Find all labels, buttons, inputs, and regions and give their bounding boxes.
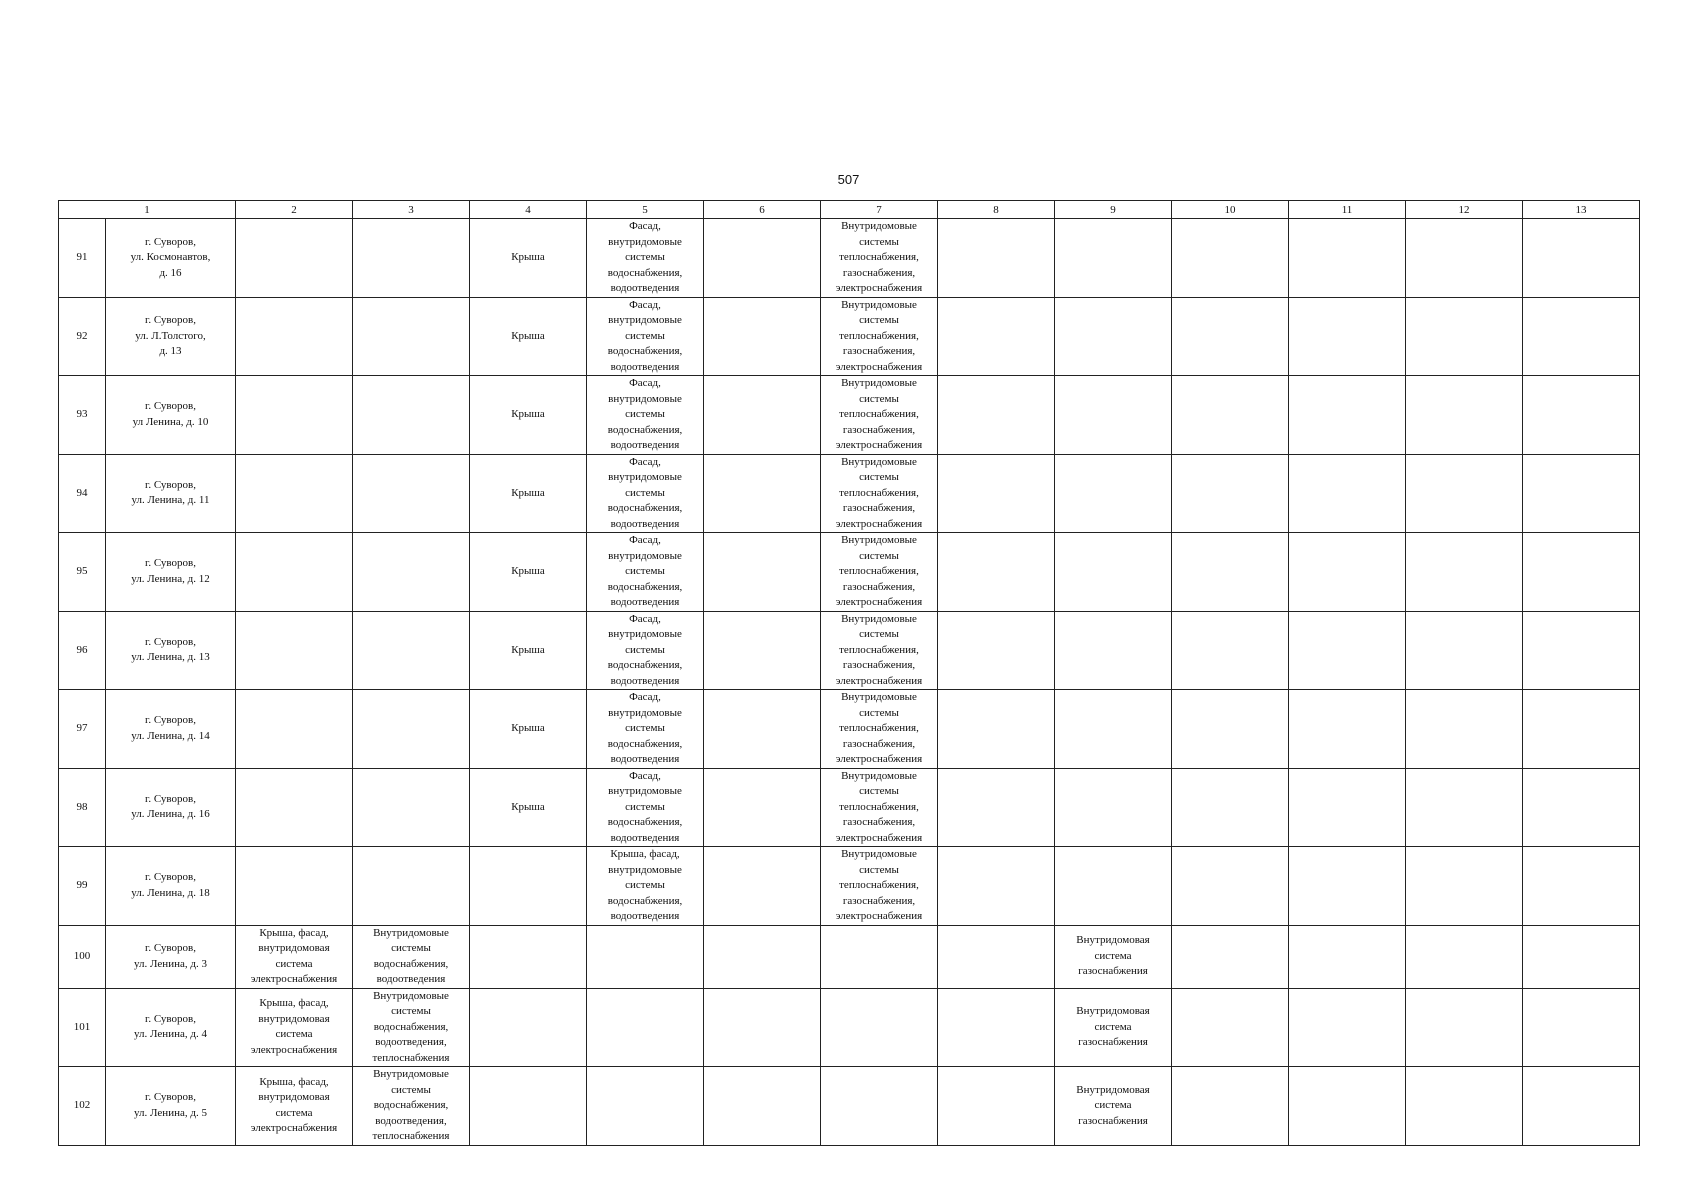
work-type-cell: Крыша xyxy=(470,454,587,533)
row-number-cell: 102 xyxy=(59,1067,106,1146)
work-type-cell xyxy=(938,533,1055,612)
work-type-cell: Крыша, фасад, внутридомовая система электроснабжения xyxy=(236,988,353,1067)
work-type-cell xyxy=(1523,533,1640,612)
work-type-cell xyxy=(704,768,821,847)
column-header: 4 xyxy=(470,201,587,219)
row-number-cell: 92 xyxy=(59,297,106,376)
address-cell: г. Суворов, ул. Ленина, д. 14 xyxy=(106,690,236,769)
work-type-cell xyxy=(1523,611,1640,690)
work-type-cell xyxy=(1406,768,1523,847)
work-type-cell xyxy=(1406,376,1523,455)
work-type-cell xyxy=(938,690,1055,769)
work-type-cell xyxy=(1055,454,1172,533)
work-type-cell xyxy=(470,847,587,926)
work-type-cell xyxy=(938,219,1055,298)
work-type-cell xyxy=(1172,768,1289,847)
work-type-cell xyxy=(704,925,821,988)
work-type-cell xyxy=(704,533,821,612)
work-type-cell xyxy=(353,768,470,847)
row-number-cell: 96 xyxy=(59,611,106,690)
row-number-cell: 91 xyxy=(59,219,106,298)
work-type-cell: Внутридомовые системы теплоснабжения, газоснабжения, электроснабжения xyxy=(821,297,938,376)
work-type-cell xyxy=(1523,1067,1640,1146)
work-type-cell: Внутридомовые системы теплоснабжения, газоснабжения, электроснабжения xyxy=(821,690,938,769)
table-row xyxy=(59,847,1640,926)
table-row xyxy=(59,611,1640,690)
work-type-cell xyxy=(353,376,470,455)
column-header: 6 xyxy=(704,201,821,219)
column-header: 10 xyxy=(1172,201,1289,219)
work-type-cell xyxy=(704,611,821,690)
row-number-cell: 94 xyxy=(59,454,106,533)
work-type-cell xyxy=(236,376,353,455)
work-type-cell xyxy=(1172,690,1289,769)
row-number-cell: 100 xyxy=(59,925,106,988)
work-type-cell xyxy=(1406,1067,1523,1146)
work-type-cell xyxy=(1289,533,1406,612)
row-number-cell: 97 xyxy=(59,690,106,769)
work-type-cell xyxy=(236,219,353,298)
work-type-cell xyxy=(1406,690,1523,769)
work-type-cell xyxy=(704,454,821,533)
work-type-cell xyxy=(1523,690,1640,769)
work-type-cell xyxy=(1289,768,1406,847)
column-header: 7 xyxy=(821,201,938,219)
work-type-cell xyxy=(1172,454,1289,533)
work-type-cell xyxy=(470,1067,587,1146)
work-type-cell xyxy=(236,454,353,533)
address-cell: г. Суворов, ул. Ленина, д. 13 xyxy=(106,611,236,690)
column-header: 2 xyxy=(236,201,353,219)
work-type-cell xyxy=(938,376,1055,455)
address-cell: г. Суворов, ул. Ленина, д. 18 xyxy=(106,847,236,926)
work-type-cell xyxy=(587,988,704,1067)
work-type-cell: Внутридомовая система газоснабжения xyxy=(1055,988,1172,1067)
work-type-cell xyxy=(236,847,353,926)
work-type-cell xyxy=(938,611,1055,690)
work-type-cell: Крыша xyxy=(470,690,587,769)
work-type-cell: Крыша, фасад, внутридомовая система электроснабжения xyxy=(236,925,353,988)
work-type-cell xyxy=(1406,219,1523,298)
work-type-cell xyxy=(1289,219,1406,298)
work-type-cell xyxy=(1289,690,1406,769)
table-row xyxy=(59,533,1640,612)
work-type-cell xyxy=(1523,376,1640,455)
work-type-cell xyxy=(821,925,938,988)
work-type-cell xyxy=(704,1067,821,1146)
work-type-cell xyxy=(938,988,1055,1067)
work-type-cell xyxy=(353,690,470,769)
work-type-cell xyxy=(1055,847,1172,926)
table-row xyxy=(59,376,1640,455)
column-header: 12 xyxy=(1406,201,1523,219)
work-type-cell xyxy=(1055,297,1172,376)
work-type-cell: Внутридомовые системы теплоснабжения, газоснабжения, электроснабжения xyxy=(821,611,938,690)
work-type-cell xyxy=(1055,219,1172,298)
work-type-cell xyxy=(353,533,470,612)
column-header: 1 xyxy=(59,201,236,219)
work-type-cell xyxy=(1172,533,1289,612)
work-type-cell xyxy=(1172,376,1289,455)
work-type-cell xyxy=(1406,454,1523,533)
column-header: 11 xyxy=(1289,201,1406,219)
work-type-cell: Внутридомовая система газоснабжения xyxy=(1055,925,1172,988)
row-number-cell: 98 xyxy=(59,768,106,847)
address-cell: г. Суворов, ул. Космонавтов, д. 16 xyxy=(106,219,236,298)
work-type-cell: Крыша xyxy=(470,219,587,298)
row-number-cell: 101 xyxy=(59,988,106,1067)
work-type-cell xyxy=(704,376,821,455)
work-type-cell xyxy=(704,297,821,376)
work-type-cell xyxy=(1523,297,1640,376)
work-type-cell: Фасад, внутридомовые системы водоснабжения, водоотведения xyxy=(587,454,704,533)
work-type-cell xyxy=(1055,768,1172,847)
work-type-cell xyxy=(1406,611,1523,690)
work-type-cell xyxy=(236,297,353,376)
work-type-cell xyxy=(1523,847,1640,926)
work-type-cell xyxy=(1172,611,1289,690)
work-type-cell: Крыша xyxy=(470,768,587,847)
table-row xyxy=(59,297,1640,376)
work-type-cell: Крыша, фасад, внутридомовая система электроснабжения xyxy=(236,1067,353,1146)
work-type-cell: Внутридомовые системы водоснабжения, водоотведения, теплоснабжения xyxy=(353,1067,470,1146)
work-type-cell xyxy=(1289,925,1406,988)
work-type-cell xyxy=(704,847,821,926)
address-cell: г. Суворов, ул Ленина, д. 10 xyxy=(106,376,236,455)
work-type-cell xyxy=(1172,1067,1289,1146)
work-type-cell xyxy=(353,219,470,298)
row-number-cell: 93 xyxy=(59,376,106,455)
work-type-cell xyxy=(1172,219,1289,298)
column-header: 3 xyxy=(353,201,470,219)
work-type-cell xyxy=(587,925,704,988)
work-type-cell xyxy=(938,847,1055,926)
work-type-cell xyxy=(938,297,1055,376)
work-type-cell xyxy=(1055,376,1172,455)
work-type-cell: Внутридомовые системы теплоснабжения, газоснабжения, электроснабжения xyxy=(821,847,938,926)
work-type-cell xyxy=(1523,219,1640,298)
work-type-cell: Крыша xyxy=(470,376,587,455)
row-number-cell: 95 xyxy=(59,533,106,612)
work-type-cell: Крыша xyxy=(470,297,587,376)
work-type-cell xyxy=(1289,847,1406,926)
address-cell: г. Суворов, ул. Ленина, д. 12 xyxy=(106,533,236,612)
table-row xyxy=(59,1067,1640,1146)
work-type-cell xyxy=(704,690,821,769)
column-header: 9 xyxy=(1055,201,1172,219)
work-type-cell: Крыша, фасад, внутридомовые системы водоснабжения, водоотведения xyxy=(587,847,704,926)
address-cell: г. Суворов, ул. Ленина, д. 11 xyxy=(106,454,236,533)
work-type-cell: Внутридомовые системы водоснабжения, водоотведения xyxy=(353,925,470,988)
work-type-cell xyxy=(470,988,587,1067)
work-type-cell xyxy=(1172,925,1289,988)
work-type-cell xyxy=(1523,988,1640,1067)
work-type-cell xyxy=(1406,533,1523,612)
work-type-cell: Внутридомовая система газоснабжения xyxy=(1055,1067,1172,1146)
work-type-cell xyxy=(236,690,353,769)
table-row xyxy=(59,925,1640,988)
work-type-cell xyxy=(1289,376,1406,455)
work-type-cell xyxy=(236,611,353,690)
work-type-cell xyxy=(353,297,470,376)
work-type-cell xyxy=(1406,988,1523,1067)
work-type-cell xyxy=(1406,925,1523,988)
work-type-cell xyxy=(1289,454,1406,533)
work-type-cell: Фасад, внутридомовые системы водоснабжения, водоотведения xyxy=(587,219,704,298)
address-cell: г. Суворов, ул. Ленина, д. 16 xyxy=(106,768,236,847)
work-type-cell xyxy=(1055,690,1172,769)
work-type-cell xyxy=(353,454,470,533)
work-type-cell: Фасад, внутридомовые системы водоснабжения, водоотведения xyxy=(587,376,704,455)
work-type-cell: Внутридомовые системы теплоснабжения, газоснабжения, электроснабжения xyxy=(821,768,938,847)
work-type-cell xyxy=(1523,925,1640,988)
work-type-cell xyxy=(1172,297,1289,376)
work-type-cell: Фасад, внутридомовые системы водоснабжения, водоотведения xyxy=(587,533,704,612)
work-type-cell xyxy=(704,988,821,1067)
work-type-cell: Фасад, внутридомовые системы водоснабжения, водоотведения xyxy=(587,690,704,769)
work-type-cell xyxy=(938,454,1055,533)
work-type-cell: Крыша xyxy=(470,611,587,690)
work-type-cell xyxy=(938,768,1055,847)
work-type-cell xyxy=(353,847,470,926)
work-type-cell xyxy=(821,988,938,1067)
work-type-cell xyxy=(587,1067,704,1146)
work-type-cell xyxy=(821,1067,938,1146)
column-header: 5 xyxy=(587,201,704,219)
address-cell: г. Суворов, ул. Ленина, д. 3 xyxy=(106,925,236,988)
work-type-cell: Фасад, внутридомовые системы водоснабжения, водоотведения xyxy=(587,297,704,376)
work-type-cell xyxy=(1172,988,1289,1067)
table-row xyxy=(59,988,1640,1067)
work-type-cell: Внутридомовые системы водоснабжения, водоотведения, теплоснабжения xyxy=(353,988,470,1067)
work-type-cell xyxy=(1406,847,1523,926)
table-row xyxy=(59,454,1640,533)
address-cell: г. Суворов, ул. Л.Толстого, д. 13 xyxy=(106,297,236,376)
work-type-cell xyxy=(353,611,470,690)
work-type-cell xyxy=(1406,297,1523,376)
work-type-cell xyxy=(938,925,1055,988)
work-type-cell: Внутридомовые системы теплоснабжения, газоснабжения, электроснабжения xyxy=(821,454,938,533)
page-number: 507 xyxy=(837,172,860,187)
row-number-cell: 99 xyxy=(59,847,106,926)
work-type-cell: Внутридомовые системы теплоснабжения, газоснабжения, электроснабжения xyxy=(821,219,938,298)
work-type-cell xyxy=(1523,454,1640,533)
work-type-cell xyxy=(938,1067,1055,1146)
work-type-cell xyxy=(470,925,587,988)
work-type-cell xyxy=(1055,533,1172,612)
work-type-cell xyxy=(1289,1067,1406,1146)
table-row xyxy=(59,768,1640,847)
work-type-cell: Внутридомовые системы теплоснабжения, газоснабжения, электроснабжения xyxy=(821,533,938,612)
table-row xyxy=(59,690,1640,769)
work-type-cell: Крыша xyxy=(470,533,587,612)
address-cell: г. Суворов, ул. Ленина, д. 5 xyxy=(106,1067,236,1146)
work-type-cell: Фасад, внутридомовые системы водоснабжения, водоотведения xyxy=(587,768,704,847)
work-type-cell xyxy=(1289,611,1406,690)
work-type-cell xyxy=(1055,611,1172,690)
work-type-cell xyxy=(1289,297,1406,376)
work-type-cell: Внутридомовые системы теплоснабжения, газоснабжения, электроснабжения xyxy=(821,376,938,455)
work-type-cell xyxy=(236,533,353,612)
work-type-cell: Фасад, внутридомовые системы водоснабжения, водоотведения xyxy=(587,611,704,690)
work-type-cell xyxy=(1172,847,1289,926)
column-header: 13 xyxy=(1523,201,1640,219)
address-cell: г. Суворов, ул. Ленина, д. 4 xyxy=(106,988,236,1067)
work-type-cell xyxy=(1289,988,1406,1067)
work-type-cell xyxy=(236,768,353,847)
work-type-cell xyxy=(1523,768,1640,847)
column-header: 8 xyxy=(938,201,1055,219)
table-row xyxy=(59,219,1640,298)
column-number-row xyxy=(59,201,1640,219)
capital-repair-table xyxy=(58,200,1640,1146)
work-type-cell xyxy=(704,219,821,298)
